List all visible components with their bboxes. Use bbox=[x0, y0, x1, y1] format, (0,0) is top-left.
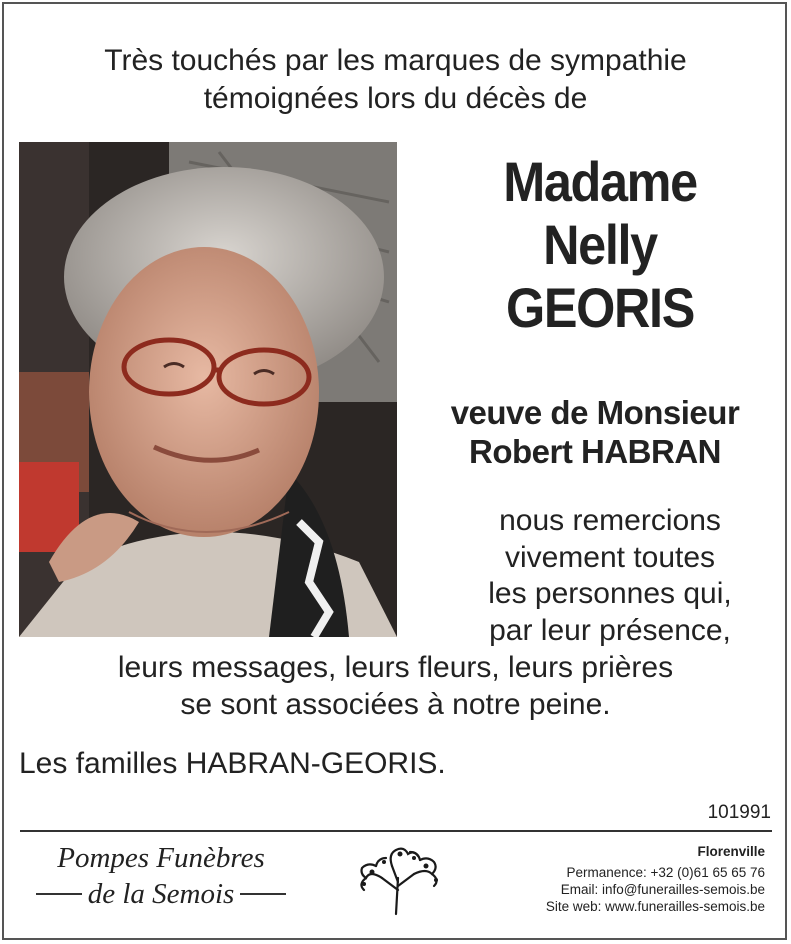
funeral-home-website: Site web: www.funerailles-semois.be bbox=[545, 899, 765, 914]
funeral-home-logo-text bbox=[26, 840, 296, 912]
divider bbox=[20, 830, 772, 832]
thanks-line: leurs messages, leurs fleurs, leurs prières bbox=[117, 651, 674, 684]
deceased-first-name: Nelly bbox=[543, 213, 657, 276]
thanks-line: vivement toutes bbox=[504, 540, 716, 574]
funeral-home-name-line-2-row bbox=[26, 876, 296, 912]
widow-line-2: Robert HABRAN bbox=[469, 433, 721, 470]
portrait-image bbox=[19, 142, 397, 637]
intro-line-2: témoignées lors du décès de bbox=[203, 82, 588, 115]
deceased-title: Madame bbox=[503, 150, 697, 213]
deceased-last-name: GEORIS bbox=[506, 276, 694, 339]
intro-line-1: Très touchés par les marques de sympathie bbox=[104, 44, 687, 77]
funeral-home-phone: Permanence: +32 (0)61 65 65 76 bbox=[566, 865, 765, 880]
deceased-name bbox=[420, 150, 780, 339]
thanks-line: nous remercions bbox=[499, 504, 721, 537]
divider bbox=[240, 893, 286, 895]
tree-icon bbox=[352, 840, 444, 916]
divider bbox=[36, 893, 82, 895]
funeral-home-name-line-1: Pompes Funèbres bbox=[57, 842, 265, 874]
thanks-text-narrow bbox=[420, 503, 791, 649]
family-signature: Les familles HABRAN-GEORIS. bbox=[19, 747, 446, 780]
portrait-photo bbox=[19, 142, 397, 637]
thanks-line: les personnes qui, bbox=[488, 577, 732, 610]
thanks-text-wide bbox=[0, 650, 791, 723]
widow-line-1: veuve de Monsieur bbox=[450, 394, 740, 431]
thanks-line: se sont associées à notre peine. bbox=[180, 687, 611, 721]
funeral-home-email: Email: info@funerailles-semois.be bbox=[560, 882, 765, 897]
widow-text bbox=[410, 393, 780, 471]
funeral-home-town: Florenville bbox=[697, 844, 765, 859]
funeral-home-contact bbox=[546, 843, 765, 915]
reference-number: 101991 bbox=[707, 802, 771, 823]
thanks-line: par leur présence, bbox=[489, 613, 731, 647]
intro-text bbox=[0, 42, 791, 118]
funeral-home-name-line-2: de la Semois bbox=[87, 878, 235, 910]
